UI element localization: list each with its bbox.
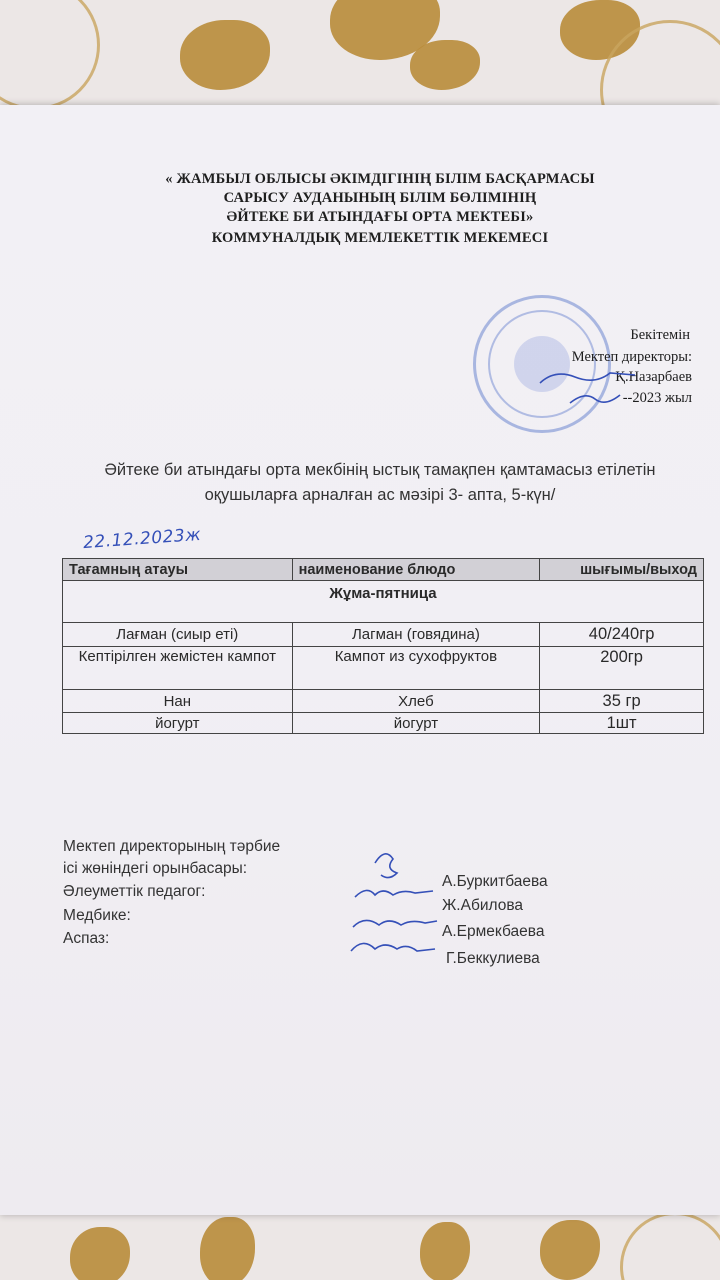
menu-title-line-1: Әйтеке би атындағы орта мекбінің ыстық тамақпен қамтамасыз етілетін [104,461,656,479]
signature-name-1: А.Буркитбаева [442,873,548,890]
menu-title-line-2: оқушыларға арналған ас мәзірі 3- апта, 5-күн/ [204,486,556,504]
dish-ru: Кампот из сухофруктов [292,647,540,690]
dish-yield: 200гр [540,647,704,690]
day-row [63,581,704,623]
handwritten-signatures-icon [345,845,440,975]
director-signature-icon [535,363,645,413]
table-row [63,647,704,690]
signature-name-2: Ж.Абилова [442,897,524,914]
handwritten-date: 22.12.2023ж [82,524,202,554]
table-row [63,690,704,713]
menu-table [62,558,704,734]
signature-label-deputy-1: Мектеп директорының тәрбие [63,838,281,855]
dish-ru: Хлеб [292,690,540,713]
approval-name: Қ.Назарбаев [615,369,692,385]
tablecloth-pattern [200,1217,255,1280]
column-header-yield: шығымы/выход [540,559,704,581]
dish-kz: Кептірілген жемістен кампот [63,647,293,690]
tablecloth-pattern [540,1220,600,1280]
signature-label-deputy-2: ісі жөніндегі орынбасары: [63,860,248,877]
header-line-1: « ЖАМБЫЛ ОБЛЫСЫ ӘКІМДІГІНІҢ БІЛІМ БАСҚАРМАСЫ [165,171,595,187]
signature-name-3: А.Ермекбаева [442,923,545,940]
tablecloth-pattern [420,1222,470,1280]
tablecloth-bottom [0,1212,720,1280]
dish-kz: Лағман (сиыр еті) [63,623,293,647]
column-header-ru: наименование блюдо [292,559,540,581]
day-label: Жұма-пятница [63,581,704,623]
tablecloth-pattern [70,1227,130,1280]
approval-date: --2023 жыл [622,390,692,406]
dish-ru: йогурт [292,713,540,734]
header-line-2: САРЫСУ АУДАНЫНЫҢ БІЛІМ БӨЛІМІНІҢ [223,190,537,206]
table-row [63,713,704,734]
dish-yield: 40/240гр [540,623,704,647]
dish-ru: Лагман (говядина) [292,623,540,647]
dish-kz: йогурт [63,713,293,734]
signature-label-cook: Аспаз: [63,930,110,947]
signature-name-4: Г.Беккулиева [446,950,540,967]
approval-position: Мектеп директоры: [571,349,692,365]
column-header-kz: Тағамның атауы [63,559,293,581]
approval-title: Бекітемін [630,327,690,343]
table-header-row [63,559,704,581]
header-line-3: ӘЙТЕКЕ БИ АТЫНДАҒЫ ОРТА МЕКТЕБІ» [226,209,534,225]
tablecloth-top [0,0,720,110]
tablecloth-pattern [410,40,480,90]
dish-yield: 35 гр [540,690,704,713]
dish-yield: 1шт [540,713,704,734]
dish-kz: Нан [63,690,293,713]
tablecloth-pattern [180,20,270,90]
signature-label-social-pedagog: Әлеуметтік педагог: [63,883,206,900]
signature-label-nurse: Медбике: [63,907,131,924]
table-row [63,623,704,647]
tablecloth-pattern [620,1212,720,1280]
tablecloth-pattern [0,0,100,110]
header-line-4: КОММУНАЛДЫҚ МЕМЛЕКЕТТІК МЕКЕМЕСІ [211,230,549,246]
document-paper [0,105,720,1215]
